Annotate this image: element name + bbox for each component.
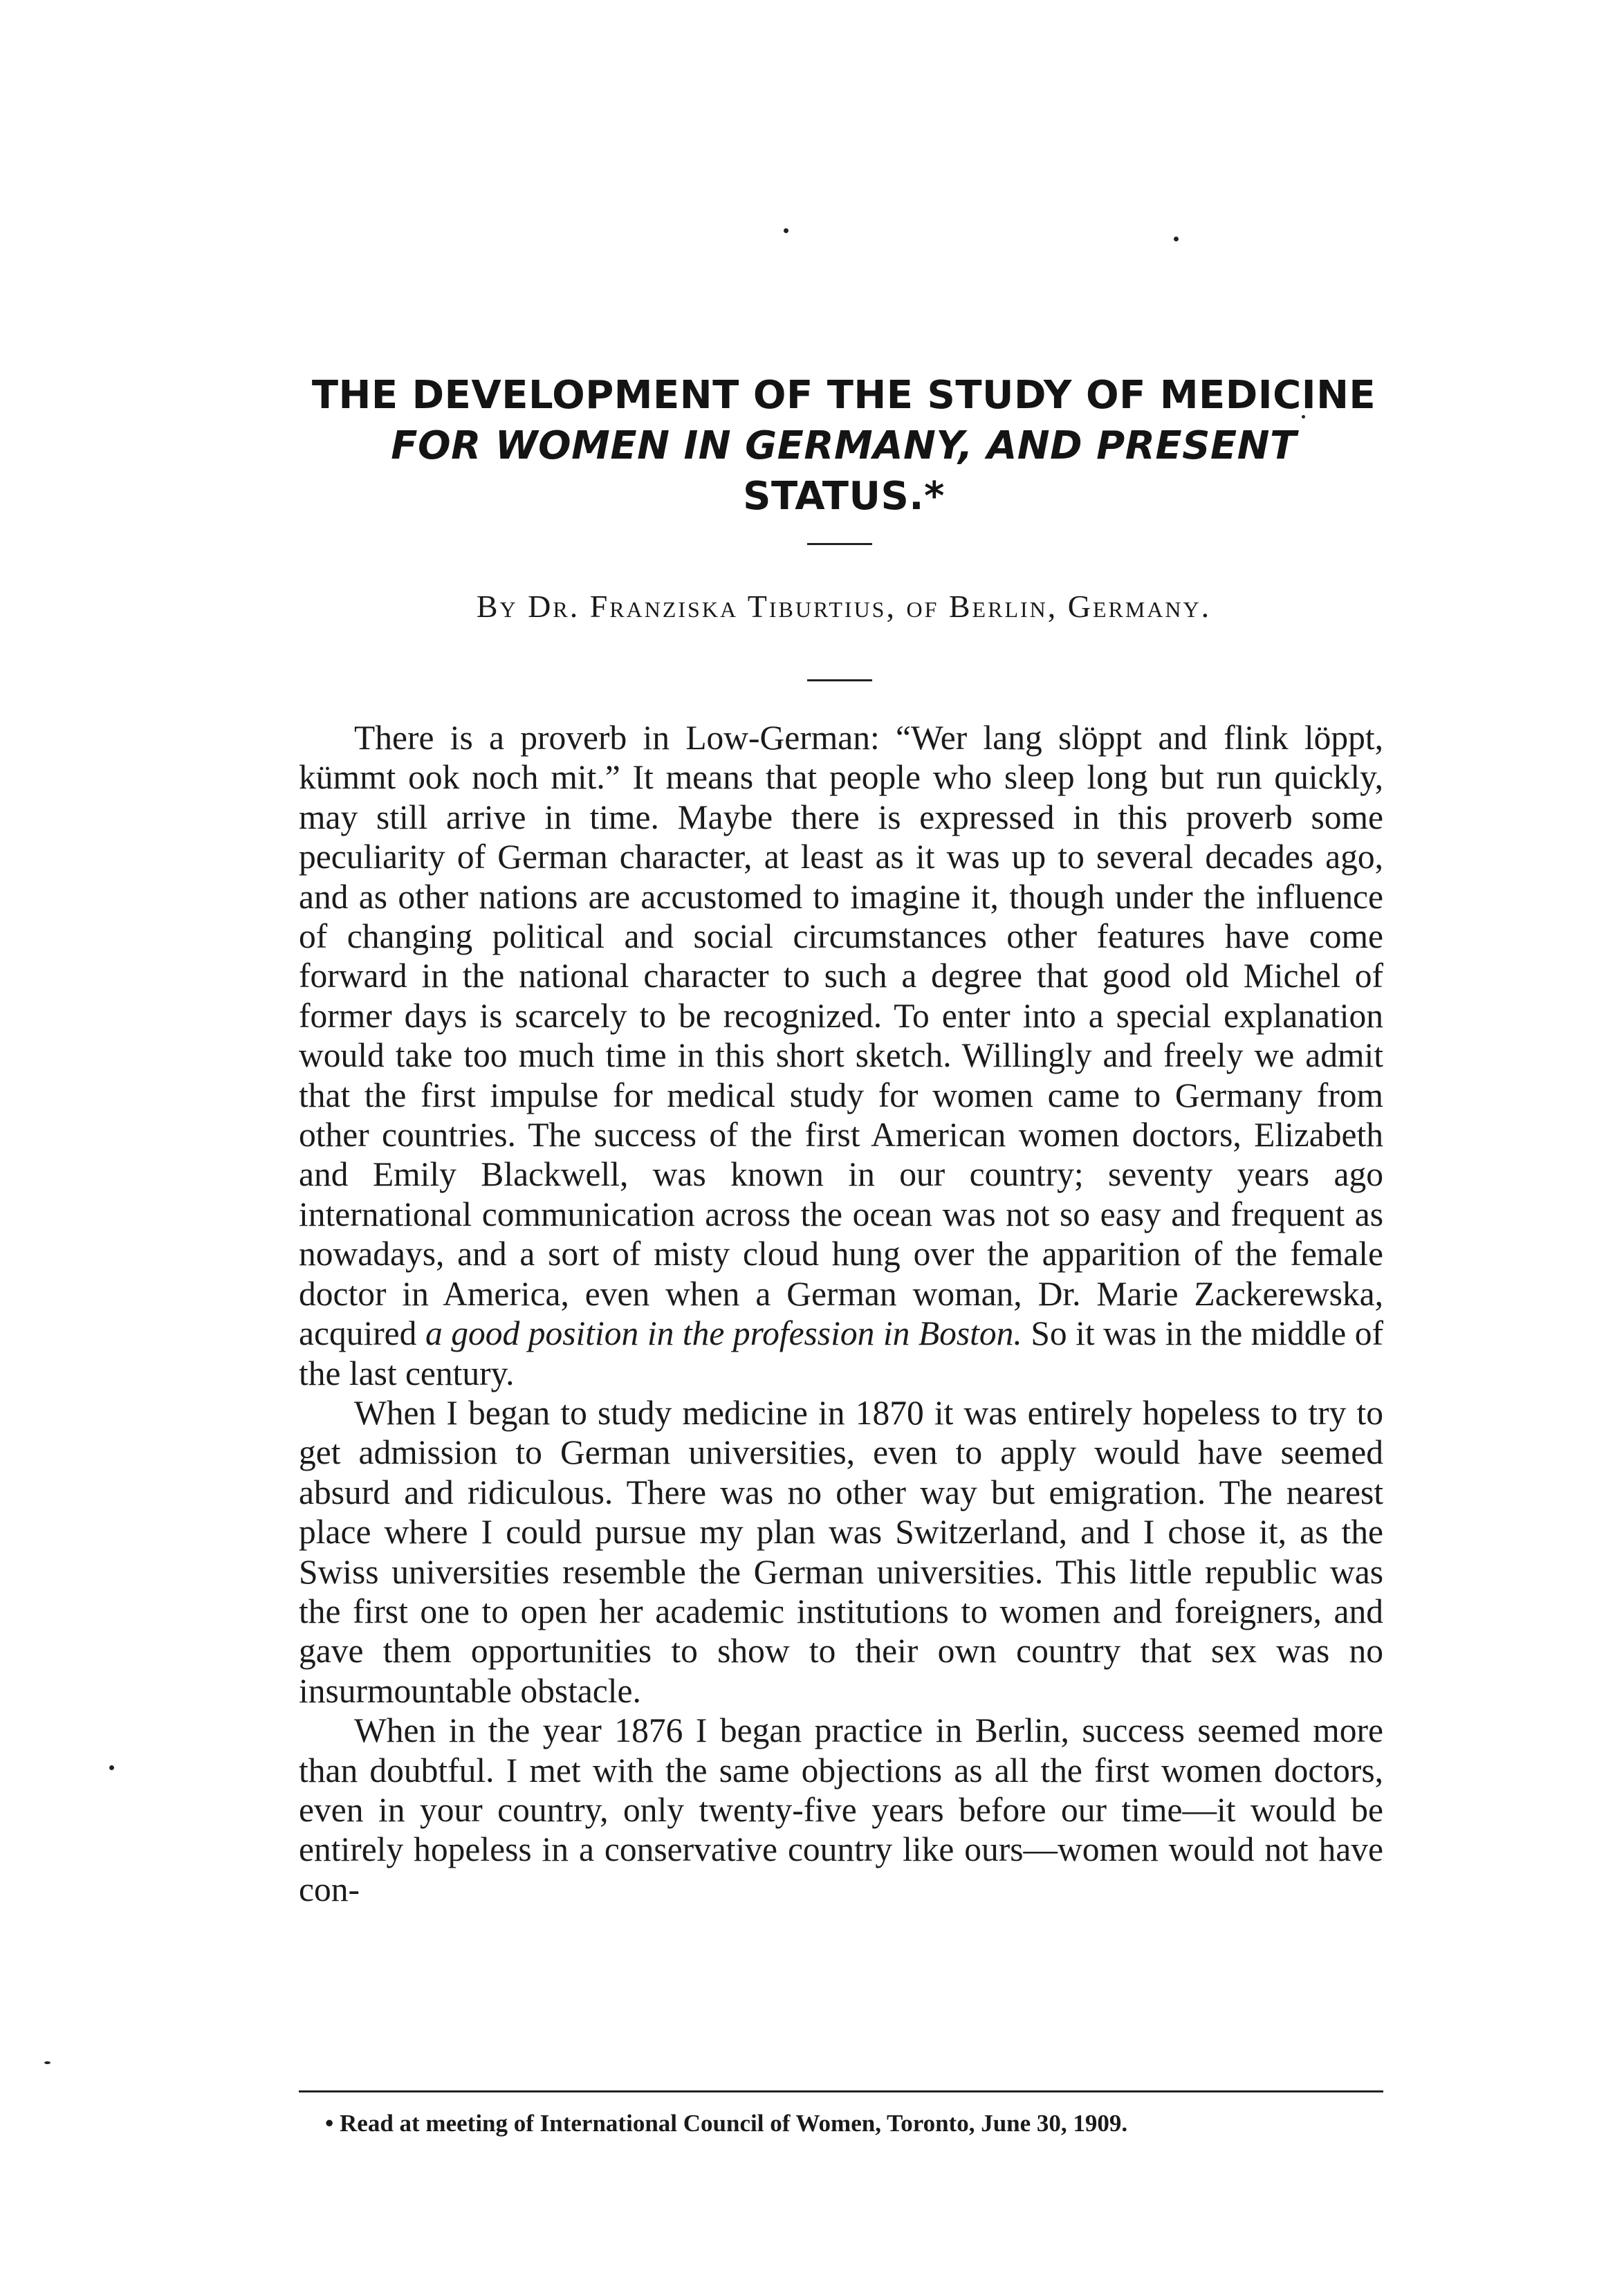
footnote: • Read at meeting of International Council of Women, Toronto, June 30, 1909.	[325, 2110, 1128, 2137]
title-line-2: FOR WOMEN IN GERMANY, AND PRESENT	[391, 423, 1297, 468]
article-body	[299, 718, 1383, 1909]
title-line-3: STATUS.*	[743, 474, 945, 519]
scan-speck	[1174, 237, 1179, 241]
scan-speck	[44, 2061, 50, 2064]
title-line-1: THE DEVELOPMENT OF THE STUDY OF MEDICINE	[311, 373, 1376, 418]
scan-speck	[109, 1765, 114, 1770]
paragraph-text: So it was in the middle of the last century.	[299, 1314, 1383, 1392]
paragraph-text: There is a proverb in Low-German: “Wer lang slöppt and flink löppt, kümmt ook noch mit.” It means that people who sleep long but run quickly, may still arrive in time. Maybe there is expressed in this proverb some peculiarity of German character, at least as it was up to several decades ago, and as other nations are accustomed to imagine it, though under the influence of changing political and social circumstances other features have come forward in the national character to such a degree that good old Michel of former days is scarcely to be recognized. To enter into a special explanation would take too much time in this short sketch. Willingly and freely we admit that the first impulse for medical study for women came to Germany from other countries. The success of the first American women doctors, Elizabeth and Emily Blackwell, was known in our country; seventy years ago international communication across the ocean was not so easy and frequent as nowadays, and a sort of misty cloud hung over the apparition of the female doctor in America, even when a German woman, Dr. Marie Zackerewska, acquired	[299, 719, 1383, 1353]
scan-speck	[784, 228, 788, 233]
title-divider	[807, 543, 872, 545]
paragraph	[299, 718, 1383, 1393]
paragraph-italic-text: a good position in the profession in Boston.	[425, 1314, 1022, 1353]
footnote-rule	[299, 2090, 1383, 2092]
article-title	[290, 370, 1397, 522]
byline-divider	[807, 679, 872, 681]
paragraph: When I began to study medicine in 1870 it was entirely hopeless to try to get admission to German universities, even to apply would have seemed absurd and ridiculous. There was no other way but emigration. The nearest place where I could pursue my plan was Switzerland, and I chose it, as the Swiss universities resemble the German universities. This little republic was the first one to open her academic institutions to women and foreigners, and gave them opportunities to show to their own country that sex was no insurmountable obstacle.	[299, 1393, 1383, 1710]
author-byline: By Dr. Franziska Tiburtius, of Berlin, Germany.	[476, 589, 1212, 624]
paragraph: When in the year 1876 I began practice in Berlin, success seemed more than doubtful. I met with the same objections as all the first women doctors, even in your country, only twenty-five years before our time—it would be entirely hopeless in a conservative country like ours—women would not have con-	[299, 1711, 1383, 1908]
